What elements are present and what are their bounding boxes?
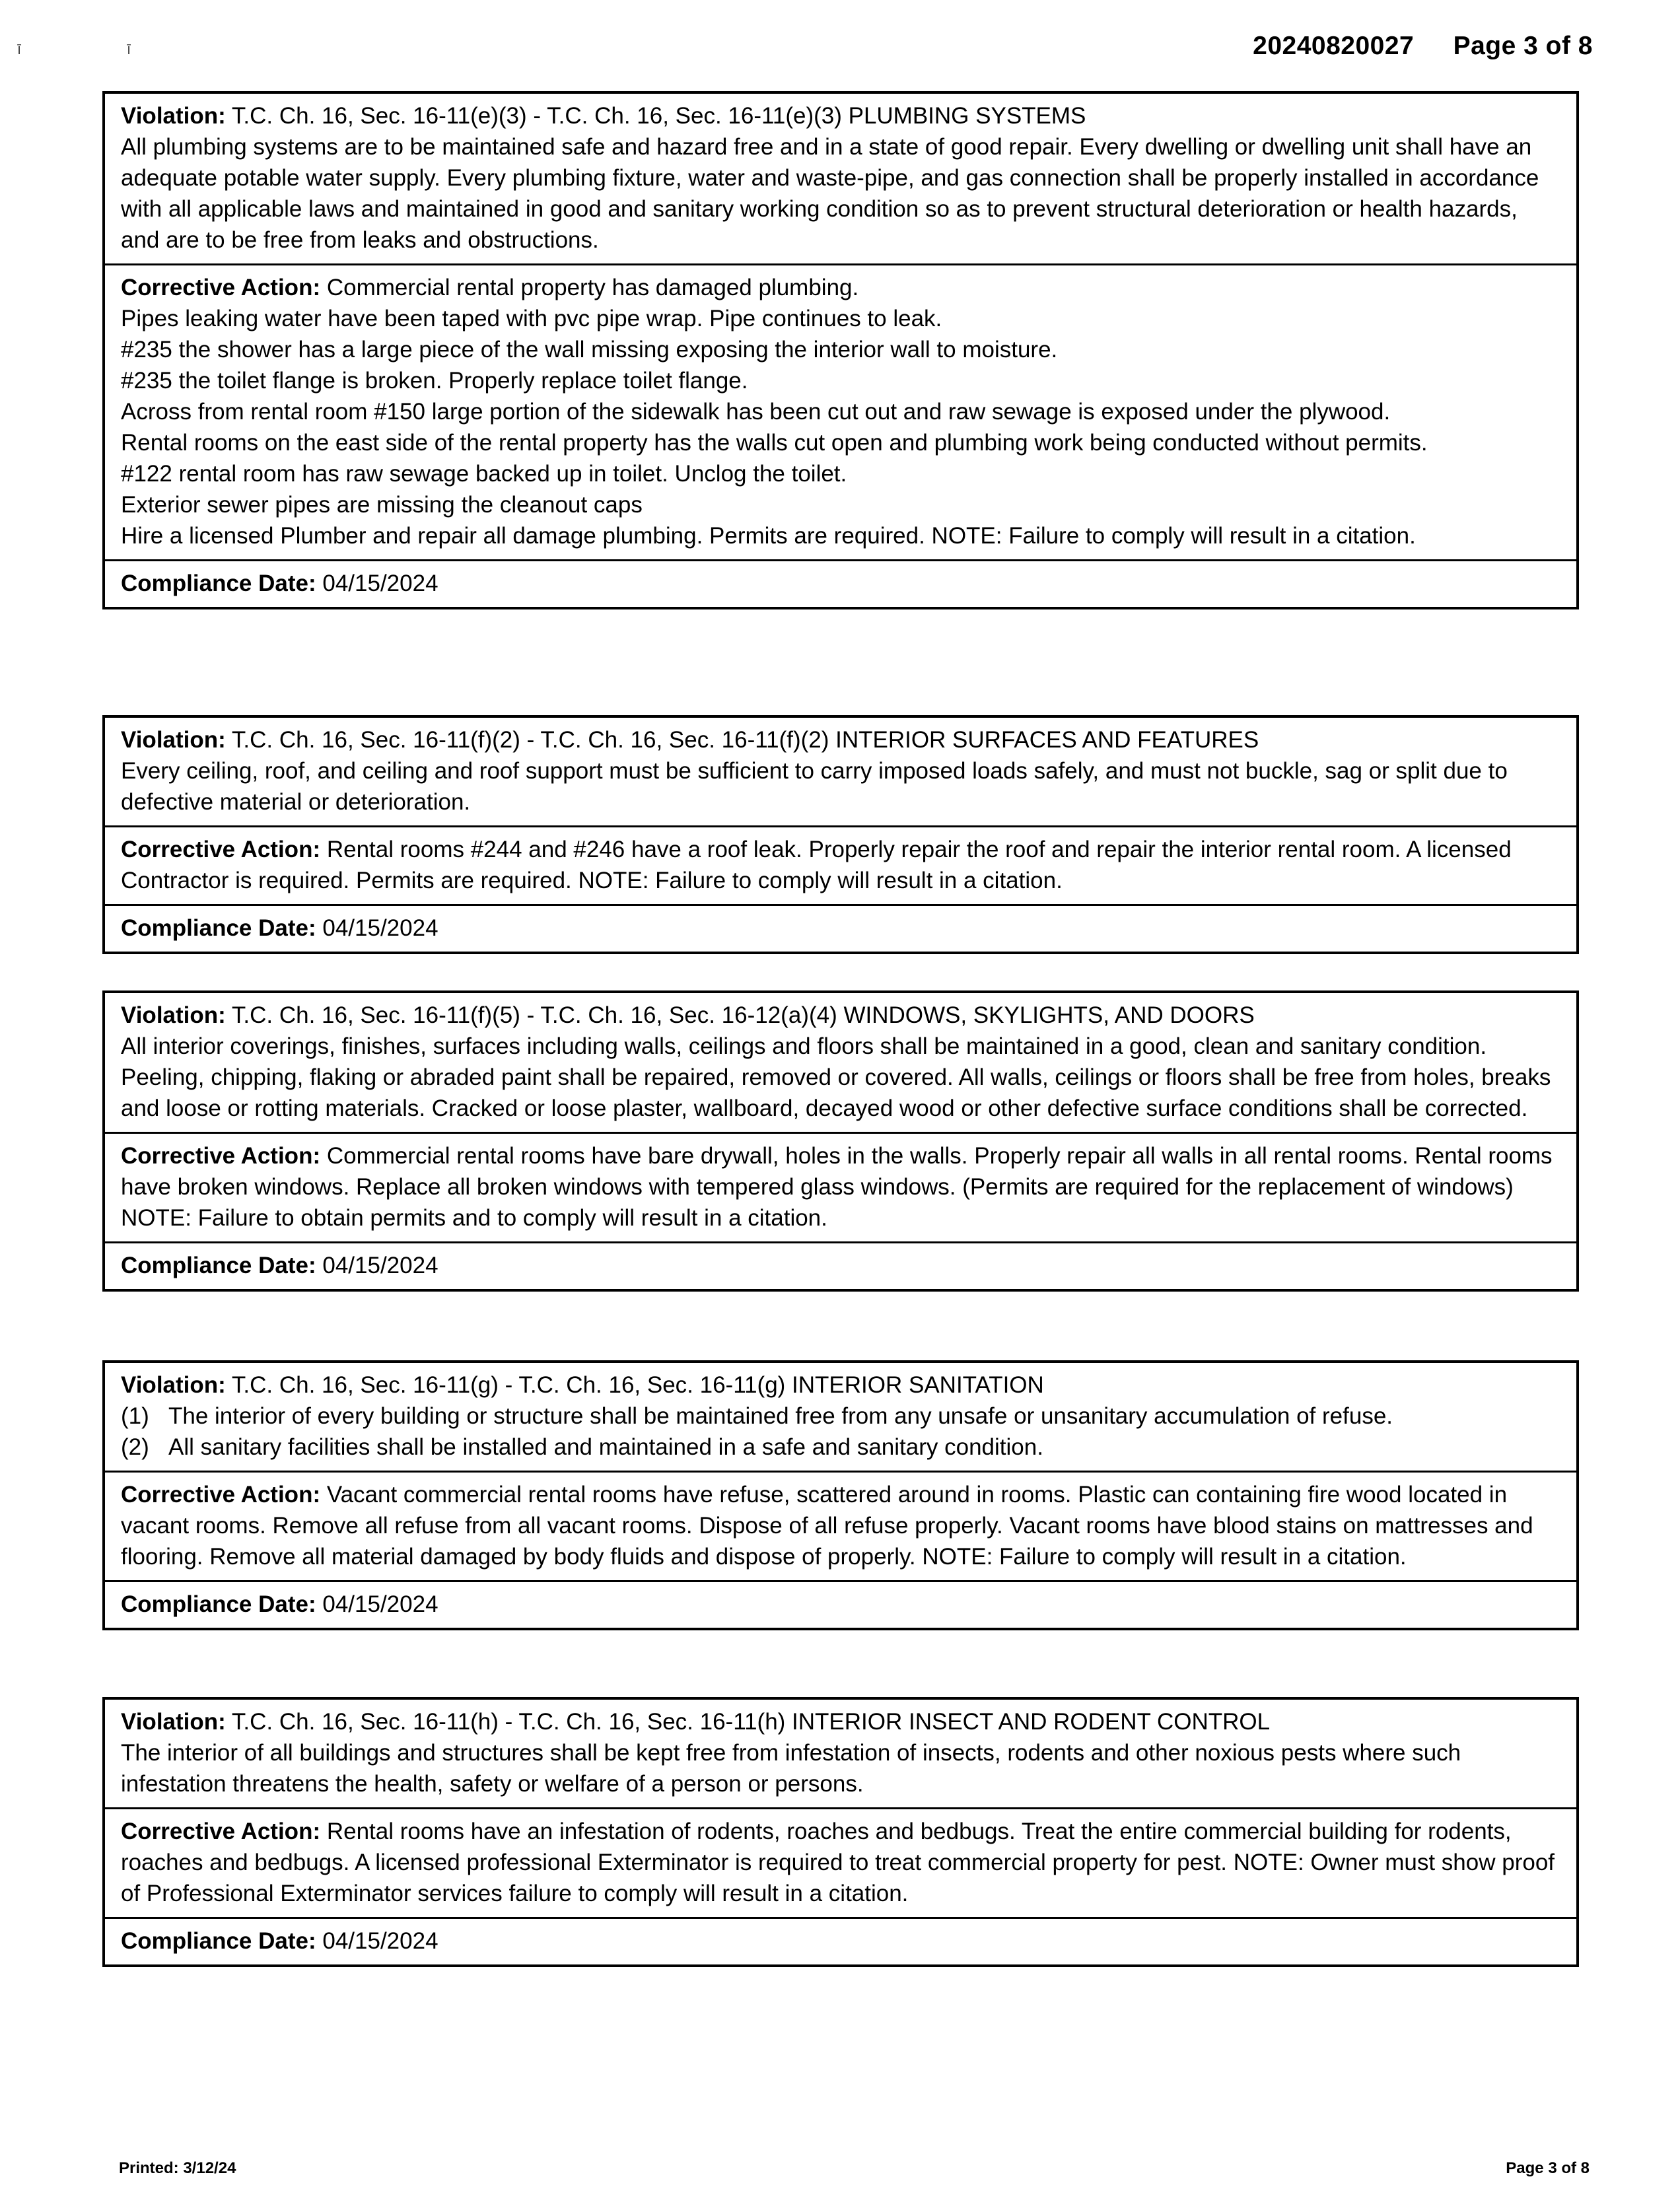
violation-block — [102, 1697, 1579, 1967]
corrective-line: Rental rooms #244 and #246 have a roof leak. Properly repair the roof and repair the interior rental room. A licensed Contractor is required. Permits are required. NOTE: Failure to comply will result in a citation. — [121, 837, 1512, 893]
document-header — [1253, 32, 1593, 61]
corrective-label: Corrective Action: — [121, 1143, 321, 1169]
compliance-date-section — [105, 1243, 1576, 1289]
list-text: All sanitary facilities shall be installed and maintained in a safe and sanitary condition. — [168, 1434, 1043, 1460]
compliance-date-section — [105, 1582, 1576, 1628]
corrective-line: Exterior sewer pipes are missing the cleanout caps — [121, 492, 643, 518]
violation-code: T.C. Ch. 16, Sec. 16-11(g) - T.C. Ch. 16, Sec. 16-11(g) INTERIOR SANITATION — [231, 1372, 1044, 1398]
violation-label: Violation: — [121, 1709, 226, 1735]
violation-section — [105, 1363, 1576, 1473]
description-list-item — [121, 1432, 1560, 1463]
printed-date: Printed: 3/12/24 — [119, 2159, 236, 2177]
violation-code: T.C. Ch. 16, Sec. 16-11(h) - T.C. Ch. 16, Sec. 16-11(h) INTERIOR INSECT AND RODENT CONTROL — [231, 1709, 1271, 1735]
list-number: (2) — [121, 1434, 149, 1460]
violation-section — [105, 1700, 1576, 1809]
compliance-date: 04/15/2024 — [322, 915, 438, 941]
violation-code: T.C. Ch. 16, Sec. 16-11(e)(3) - T.C. Ch. 16, Sec. 16-11(e)(3) PLUMBING SYSTEMS — [231, 103, 1086, 129]
footer-page-indicator: Page 3 of 8 — [1506, 2159, 1590, 2177]
violation-label: Violation: — [121, 727, 226, 753]
corrective-line: #235 the toilet flange is broken. Properly replace toilet flange. — [121, 368, 748, 394]
compliance-label: Compliance Date: — [121, 1928, 316, 1954]
corrective-line: Vacant commercial rental rooms have refuse, scattered around in rooms. Plastic can containing fire wood located in vacant rooms. Remove all refuse from all vacant rooms. Dispose of all refuse properly. Vacant rooms have blood stains on mattresses and flooring. Remove all material damaged by body fluids and dispose of properly. NOTE: Failure to comply will result in a citation. — [121, 1482, 1533, 1570]
corrective-line: Across from rental room #150 large portion of the sidewalk has been cut out and raw sewage is exposed under the plywood. — [121, 399, 1391, 425]
violation-code: T.C. Ch. 16, Sec. 16-11(f)(5) - T.C. Ch. 16, Sec. 16-12(a)(4) WINDOWS, SKYLIGHTS, AND DOORS — [231, 1002, 1255, 1028]
violation-description: The interior of all buildings and structures shall be kept free from infestation of insects, rodents and other noxious pests where such infestation threatens the health, safety or welfare of a person or persons. — [121, 1740, 1461, 1797]
compliance-date-section — [105, 561, 1576, 607]
stray-mark: ī — [127, 41, 131, 57]
compliance-date: 04/15/2024 — [322, 1253, 438, 1278]
compliance-label: Compliance Date: — [121, 1591, 316, 1617]
violation-label: Violation: — [121, 103, 226, 129]
violation-section — [105, 94, 1576, 265]
violation-description: All interior coverings, finishes, surfaces including walls, ceilings and floors shall be maintained in a good, clean and sanitary condition. Peeling, chipping, flaking or abraded paint shall be repaired, removed or covered. All walls, ceilings or floors shall be free from holes, breaks and loose or rotting materials. Cracked or loose plaster, wallboard, decayed wood or other defective surface conditions shall be corrected. — [121, 1033, 1551, 1121]
corrective-line: Hire a licensed Plumber and repair all damage plumbing. Permits are required. NOTE: Failure to comply will result in a citation. — [121, 523, 1416, 549]
corrective-label: Corrective Action: — [121, 1482, 321, 1508]
page-indicator: Page 3 of 8 — [1453, 32, 1593, 60]
list-text: The interior of every building or structure shall be maintained free from any unsafe or unsanitary accumulation of refuse. — [168, 1403, 1393, 1429]
corrective-action-section — [105, 827, 1576, 906]
violation-section — [105, 718, 1576, 827]
corrective-action-section — [105, 1473, 1576, 1582]
corrective-label: Corrective Action: — [121, 1819, 321, 1844]
compliance-label: Compliance Date: — [121, 571, 316, 596]
corrective-label: Corrective Action: — [121, 275, 321, 300]
violation-section — [105, 993, 1576, 1134]
violation-block — [102, 990, 1579, 1292]
violation-label: Violation: — [121, 1372, 226, 1398]
corrective-line: Rental rooms on the east side of the rental property has the walls cut open and plumbing work being conducted without permits. — [121, 430, 1428, 456]
corrective-line: Commercial rental rooms have bare drywall, holes in the walls. Properly repair all walls in all rental rooms. Rental rooms have broken windows. Replace all broken windows with tempered glass windows. (Permits are required for the replacement of windows) NOTE: Failure to obtain permits and to comply will result in a citation. — [121, 1143, 1553, 1231]
corrective-line: #235 the shower has a large piece of the wall missing exposing the interior wall to moisture. — [121, 337, 1058, 363]
compliance-date-section — [105, 906, 1576, 952]
stray-mark: ī — [17, 41, 22, 57]
corrective-line: #122 rental room has raw sewage backed up in toilet. Unclog the toilet. — [121, 461, 847, 487]
violation-block — [102, 1360, 1579, 1630]
corrective-action-section — [105, 1134, 1576, 1243]
document-number: 20240820027 — [1253, 32, 1415, 60]
list-number: (1) — [121, 1403, 149, 1429]
compliance-date: 04/15/2024 — [322, 1591, 438, 1617]
corrective-action-section — [105, 1809, 1576, 1919]
corrective-line: Rental rooms have an infestation of rodents, roaches and bedbugs. Treat the entire commercial building for rodents, roaches and bedbugs. A licensed professional Exterminator is required to treat commercial property for pest. NOTE: Owner must show proof of Professional Exterminator services failure to comply will result in a citation. — [121, 1819, 1555, 1906]
corrective-action-section — [105, 265, 1576, 561]
violation-block — [102, 91, 1579, 609]
violation-code: T.C. Ch. 16, Sec. 16-11(f)(2) - T.C. Ch. 16, Sec. 16-11(f)(2) INTERIOR SURFACES AND FEATURES — [231, 727, 1259, 753]
corrective-label: Corrective Action: — [121, 837, 321, 862]
compliance-label: Compliance Date: — [121, 915, 316, 941]
compliance-date: 04/15/2024 — [322, 571, 438, 596]
violation-label: Violation: — [121, 1002, 226, 1028]
compliance-date-section — [105, 1919, 1576, 1964]
corrective-line: Commercial rental property has damaged plumbing. — [326, 275, 859, 300]
compliance-label: Compliance Date: — [121, 1253, 316, 1278]
violation-block — [102, 715, 1579, 954]
compliance-date: 04/15/2024 — [322, 1928, 438, 1954]
violation-description: Every ceiling, roof, and ceiling and roof support must be sufficient to carry imposed loads safely, and must not buckle, sag or split due to defective material or deterioration. — [121, 758, 1508, 815]
violation-description: All plumbing systems are to be maintained safe and hazard free and in a state of good repair. Every dwelling or dwelling unit shall have an adequate potable water supply. Every plumbing fixture, water and waste-pipe, and gas connection shall be properly installed in accordance with all applicable laws and maintained in good and sanitary working condition so as to prevent structural deterioration or health hazards, and are to be free from leaks and obstructions. — [121, 134, 1539, 253]
description-list-item — [121, 1401, 1560, 1432]
corrective-line: Pipes leaking water have been taped with pvc pipe wrap. Pipe continues to leak. — [121, 306, 942, 331]
